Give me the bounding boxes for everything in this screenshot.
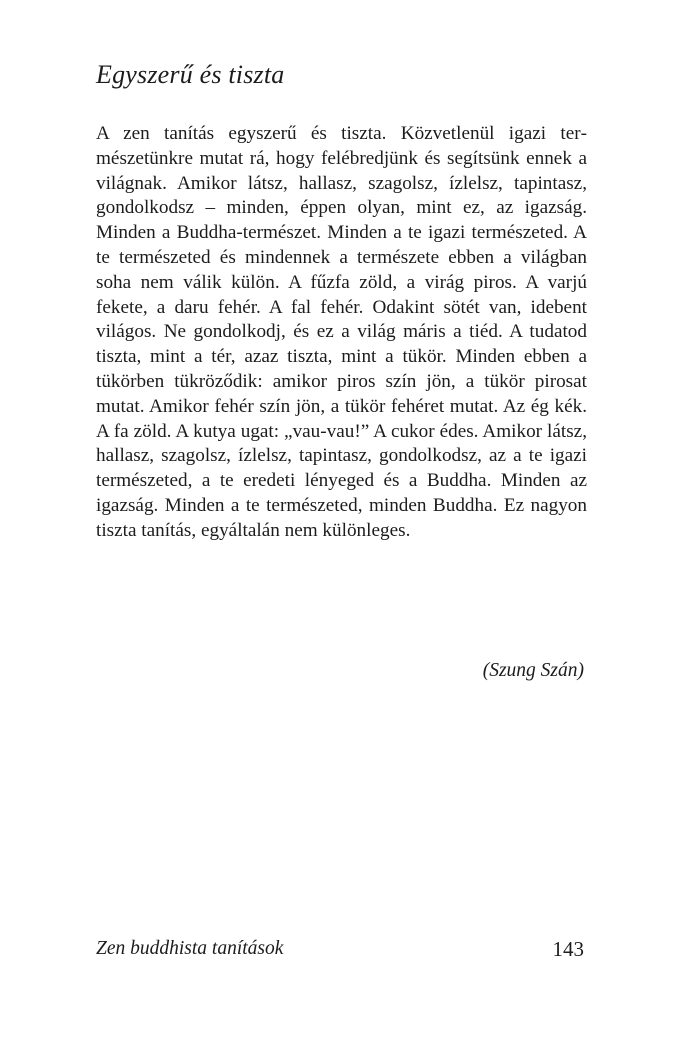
page-number: 143 xyxy=(552,937,584,961)
body-paragraph: A zen tanítás egyszerű és tiszta. Közvetlenül igazi természetünkre mutat rá, hogy felébredjünk és segítsünk ennek a világnak. Amikor látsz, hallasz, szagolsz, ízlelsz, tapintasz, gondolkodsz – minden, éppen olyan, mint ez, az igazság. Minden a Buddha-természet. Minden a te igazi természeted. A te természeted és mindennek a természete ebben a világban soha nem válik külön. A fűzfa zöld, a virág piros. A varjú fekete, a daru fehér. A fal fehér. Odakint sötét van, idebent világos. Ne gondolkodj, és ez a világ máris a tiéd. A tudatod tiszta, mint a tér, azaz tiszta, mint a tükör. Minden ebben a tükörben tükröződik: amikor piros szín jön, a tükör pirosat mutat. Amikor fehér szín jön, a tükör fehéret mutat. Az ég kék. A fa zöld. A kutya ugat: „vau-vau!” A cukor édes. Amikor látsz, hallasz, szagolsz, ízlelsz, tapintasz, gondolkodsz, az a te igazi természeted, a te eredeti lényeged és a Buddha. Minden az igazság. Minden a te természeted, minden Buddha. Ez nagyon tiszta tanítás, egyáltalán nem különleges. xyxy=(96,123,587,541)
running-footer-title: Zen buddhista tanítások xyxy=(96,938,284,959)
section-title: Egyszerű és tiszta xyxy=(96,60,285,89)
attribution: (Szung Szán) xyxy=(482,660,584,681)
